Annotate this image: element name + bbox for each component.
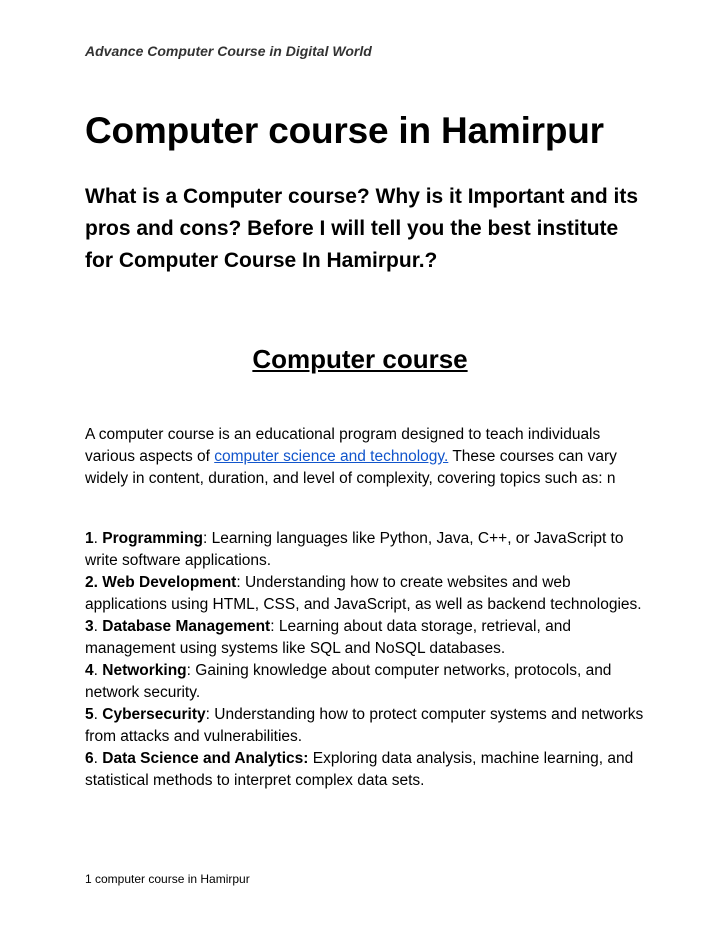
topic-item — [85, 748, 645, 792]
topic-item — [85, 572, 645, 616]
topic-description: : Understanding how to create websites and web applications using HTML, CSS, and JavaScript, as well as backend technologies. — [85, 574, 642, 613]
topic-number: 3 — [85, 618, 94, 635]
topic-name: Database Management — [102, 618, 271, 635]
topic-separator: . — [93, 618, 103, 635]
topic-separator: . — [93, 530, 103, 547]
topic-number: 2. — [85, 574, 98, 591]
intro-text-after: These courses can vary widely in content, duration, and level of complexity, covering topics such as: n — [85, 448, 617, 487]
topic-name: Networking — [102, 662, 187, 679]
topic-description: : Learning languages like Python, Java, C++, or JavaScript to write software applications. — [85, 530, 624, 569]
topic-name: Cybersecurity — [102, 706, 206, 723]
topic-separator: . — [93, 706, 103, 723]
intro-paragraph — [85, 424, 645, 490]
topic-item — [85, 528, 645, 572]
section-heading: Computer course — [252, 344, 468, 374]
topic-number: 4 — [85, 662, 94, 679]
topic-list — [85, 528, 645, 792]
topic-name: Data Science and Analytics: — [102, 750, 309, 767]
topic-item — [85, 616, 645, 660]
page-title: Computer course in Hamirpur — [85, 110, 604, 151]
topic-item — [85, 660, 645, 704]
topic-description: : Learning about data storage, retrieval, and management using systems like SQL and NoSQL databases. — [85, 618, 571, 657]
topic-description: : Gaining knowledge about computer networks, protocols, and network security. — [85, 662, 612, 701]
topic-description: Exploring data analysis, machine learning, and statistical methods to interpret complex data sets. — [85, 750, 634, 789]
computer-science-link[interactable]: computer science and technology. — [214, 448, 449, 465]
topic-item — [85, 704, 645, 748]
topic-number: 1 — [85, 530, 94, 547]
page-subtitle: What is a Computer course? Why is it Important and its pros and cons? Before I will tell you the best institute for Computer Course In Hamirpur.? — [85, 185, 639, 272]
topic-name: Web Development — [102, 574, 237, 591]
topic-separator: . — [93, 662, 103, 679]
running-header: Advance Computer Course in Digital World — [85, 43, 372, 59]
page-footer: 1 computer course in Hamirpur — [85, 872, 250, 886]
intro-text-before: A computer course is an educational program designed to teach individuals various aspects of — [85, 426, 601, 465]
topic-name: Programming — [102, 530, 204, 547]
topic-number: 5 — [85, 706, 94, 723]
topic-number: 6 — [85, 750, 94, 767]
topic-separator: . — [93, 750, 103, 767]
topic-description: : Understanding how to protect computer systems and networks from attacks and vulnerabilities. — [85, 706, 644, 745]
